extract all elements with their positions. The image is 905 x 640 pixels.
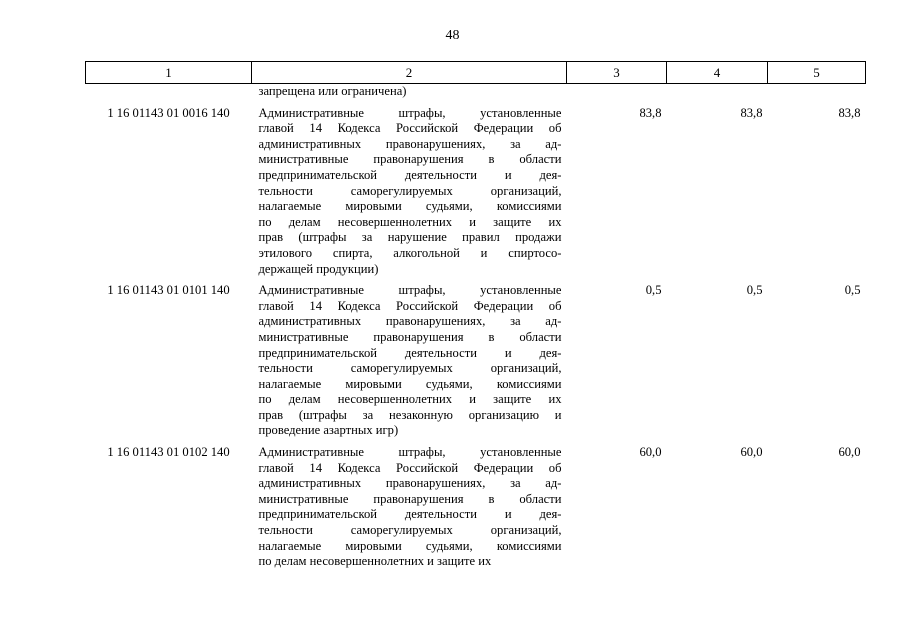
continuation-cell-4 <box>667 84 768 100</box>
budget-code-cell: 1 16 01143 01 0101 140 <box>107 283 230 298</box>
description-line: главой 14 Кодекса Российской Федерации об <box>258 298 562 313</box>
description-line: налагаемые мировыми судьями, комиссиями <box>258 376 562 391</box>
budget-table <box>85 61 866 570</box>
amount-cell-3: 0,5 <box>645 283 662 298</box>
column-header-1: 1 <box>86 62 252 84</box>
amount-cell-4: 83,8 <box>740 105 763 120</box>
description-cell <box>252 439 567 570</box>
description-line: по делам несовершеннолетних и защите их <box>258 392 562 407</box>
description-line: тельности саморегулируемых организаций, <box>258 361 562 376</box>
description-line: Административные штрафы, установленные <box>258 445 562 460</box>
amount-cell-3: 83,8 <box>639 105 662 120</box>
description-line: министративные правонарушения в области <box>258 491 562 506</box>
budget-code-cell: 1 16 01143 01 0016 140 <box>107 105 230 120</box>
description-line: административных правонарушениях, за ад- <box>258 314 562 329</box>
table-body <box>86 84 866 570</box>
description-line: министративные правонарушения в области <box>258 152 562 167</box>
amount-cell-5: 0,5 <box>844 283 861 298</box>
description-line: главой 14 Кодекса Российской Федерации об <box>258 121 562 136</box>
continuation-row <box>86 84 866 100</box>
continuation-cell-5 <box>768 84 866 100</box>
description-line: Административные штрафы, установленные <box>258 105 562 120</box>
table-row <box>86 277 866 439</box>
description-line: предпринимательской деятельности и дея- <box>258 167 562 182</box>
amount-cell-4: 0,5 <box>746 283 763 298</box>
column-header-3: 3 <box>567 62 667 84</box>
column-header-4: 4 <box>667 62 768 84</box>
amount-cell-3: 60,0 <box>639 445 662 460</box>
continuation-text: запрещена или ограничена) <box>258 84 407 98</box>
continuation-description <box>252 84 567 100</box>
description-line: предпринимательской деятельности и дея- <box>258 507 562 522</box>
description-line: министративные правонарушения в области <box>258 329 562 344</box>
description-line: держащей продукции) <box>258 261 379 276</box>
amount-cell-4: 60,0 <box>740 445 763 460</box>
continuation-cell-3 <box>567 84 667 100</box>
description-line: прав (штрафы за незаконную организацию и <box>258 407 562 422</box>
description-line: этилового спирта, алкогольной и спиртосо- <box>258 245 562 260</box>
page-number: 48 <box>445 28 460 43</box>
table-header-row <box>86 62 866 84</box>
column-header-2: 2 <box>252 62 567 84</box>
description-cell <box>252 100 567 278</box>
column-header-5: 5 <box>768 62 866 84</box>
amount-cell-5: 83,8 <box>838 105 861 120</box>
description-line: административных правонарушениях, за ад- <box>258 476 562 491</box>
table-row <box>86 100 866 278</box>
description-line: главой 14 Кодекса Российской Федерации об <box>258 460 562 475</box>
description-line: тельности саморегулируемых организаций, <box>258 523 562 538</box>
description-line: предпринимательской деятельности и дея- <box>258 345 562 360</box>
description-line: налагаемые мировыми судьями, комиссиями <box>258 199 562 214</box>
description-line: тельности саморегулируемых организаций, <box>258 183 562 198</box>
description-cell <box>252 277 567 439</box>
description-line: налагаемые мировыми судьями, комиссиями <box>258 538 562 553</box>
description-line: по делам несовершеннолетних и защите их <box>258 554 492 569</box>
amount-cell-5: 60,0 <box>838 445 861 460</box>
description-line: прав (штрафы за нарушение правил продажи <box>258 230 562 245</box>
description-line: административных правонарушениях, за ад- <box>258 136 562 151</box>
continuation-code-cell <box>86 84 252 100</box>
table-row <box>86 439 866 570</box>
description-line: по делам несовершеннолетних и защите их <box>258 214 562 229</box>
budget-code-cell: 1 16 01143 01 0102 140 <box>107 445 230 460</box>
description-line: Административные штрафы, установленные <box>258 283 562 298</box>
description-line: проведение азартных игр) <box>258 423 399 438</box>
